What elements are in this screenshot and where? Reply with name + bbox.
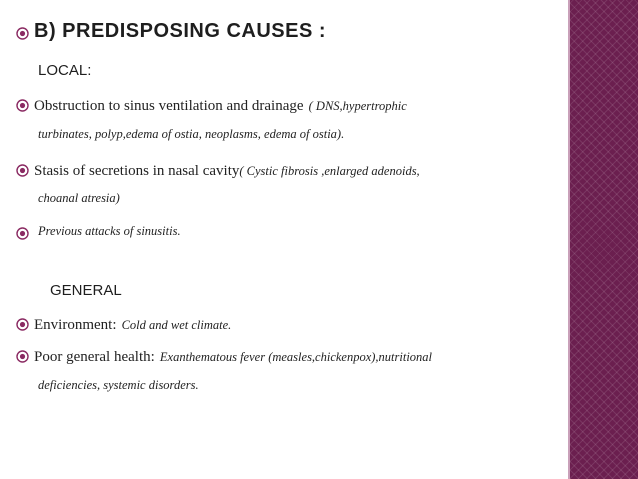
general-item-2-detail: Exanthematous fever (measles,chickenpox),nutritional xyxy=(159,350,433,364)
target-bullet-icon xyxy=(16,318,29,331)
general-item-1 xyxy=(34,314,231,334)
general-item-2 xyxy=(34,346,432,366)
local-heading: LOCAL: xyxy=(38,62,92,79)
general-item-2-continuation: deficiencies, systemic disorders. xyxy=(38,378,199,392)
local-item-2-main: Stasis of secretions in nasal cavity xyxy=(34,163,240,179)
target-bullet-icon xyxy=(16,99,29,112)
local-item-1-detail: ( DNS,hypertrophic xyxy=(308,99,407,113)
target-bullet-icon xyxy=(16,27,29,40)
general-item-1-main: Environment: xyxy=(34,317,117,333)
target-bullet-icon xyxy=(16,350,29,363)
slide-title: B) PREDISPOSING CAUSES : xyxy=(34,20,327,42)
decorative-side-strip xyxy=(570,0,638,479)
local-item-1-continuation: turbinates, polyp,edema of ostia, neoplasms, edema of ostia). xyxy=(38,127,345,141)
general-item-1-detail: Cold and wet climate. xyxy=(121,318,232,332)
local-item-1-main: Obstruction to sinus ventilation and drainage xyxy=(34,98,304,114)
target-bullet-icon xyxy=(16,164,29,177)
local-item-3-detail: Previous attacks of sinusitis. xyxy=(38,224,181,238)
general-item-2-main: Poor general health: xyxy=(34,349,155,365)
general-heading: GENERAL xyxy=(50,282,122,299)
local-item-1 xyxy=(34,95,407,115)
target-bullet-icon xyxy=(16,227,29,240)
local-item-2-continuation: choanal atresia) xyxy=(38,191,120,205)
local-item-2-detail: ( Cystic fibrosis ,enlarged adenoids, xyxy=(239,164,420,178)
local-item-2 xyxy=(34,160,420,180)
